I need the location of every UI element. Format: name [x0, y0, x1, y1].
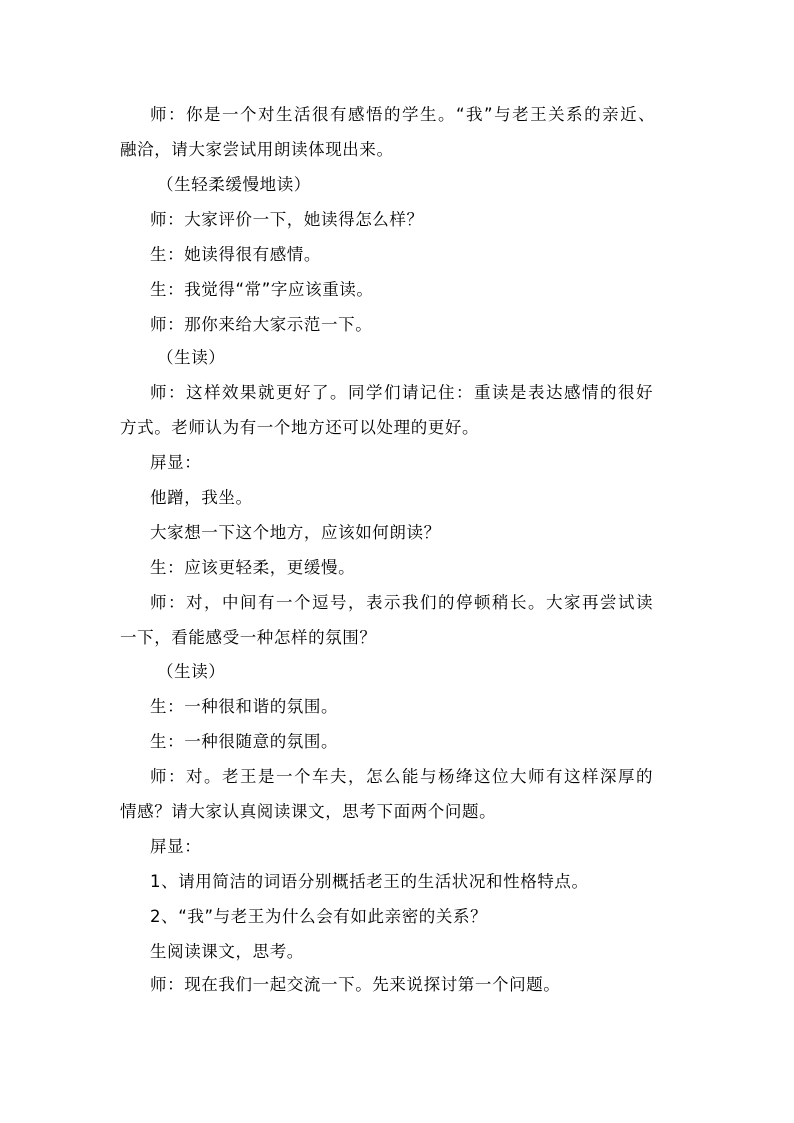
paragraph-line: 2、“我”与老王为什么会有如此亲密的关系？ — [150, 907, 488, 926]
paragraph-line: 师：那你来给大家示范一下。 — [150, 315, 373, 334]
paragraph-line: 师：大家评价一下，她读得怎么样？ — [150, 210, 424, 229]
paragraph-line: （生读） — [157, 662, 226, 681]
paragraph-line: 屏显： — [150, 453, 202, 472]
paragraph-line: 生：我觉得“常”字应该重读。 — [150, 280, 374, 299]
paragraph-line: 生：一种很和谐的氛围。 — [150, 697, 339, 716]
paragraph-line: （生读） — [157, 348, 226, 367]
paragraph-line: 师：对，中间有一个逗号，表示我们的停顿稍长。大家再尝试读 — [150, 593, 654, 612]
paragraph-line: 生阅读课文，思考。 — [150, 942, 304, 961]
paragraph-line: 方式。老师认为有一个地方还可以处理的更好。 — [120, 418, 480, 437]
paragraph-line: 师：现在我们一起交流一下。先来说探讨第一个问题。 — [150, 975, 561, 994]
paragraph-line: 师：对。老王是一个车夫，怎么能与杨绛这位大师有这样深厚的 — [150, 767, 654, 786]
paragraph-line: （生轻柔缓慢地读） — [157, 175, 311, 194]
paragraph-line: 屏显： — [150, 837, 202, 856]
paragraph-line: 师：你是一个对生活很有感悟的学生。“我”与老王关系的亲近、 — [150, 105, 657, 124]
paragraph-line: 他蹭，我坐。 — [150, 488, 253, 507]
paragraph-line: 大家想一下这个地方，应该如何朗读？ — [150, 523, 441, 542]
paragraph-line: 师：这样效果就更好了。同学们请记住：重读是表达感情的很好 — [150, 383, 654, 402]
paragraph-line: 融洽，请大家尝试用朗读体现出来。 — [120, 140, 394, 159]
paragraph-line: 生：她读得很有感情。 — [150, 245, 321, 264]
paragraph-line: 生：一种很随意的氛围。 — [150, 732, 339, 751]
paragraph-line: 情感？请大家认真阅读课文，思考下面两个问题。 — [120, 802, 497, 821]
paragraph-line: 一下，看能感受一种怎样的氛围？ — [120, 628, 377, 647]
paragraph-line: 1、请用简洁的词语分别概括老王的生活状况和性格特点。 — [150, 872, 589, 891]
paragraph-line: 生：应该更轻柔，更缓慢。 — [150, 558, 356, 577]
